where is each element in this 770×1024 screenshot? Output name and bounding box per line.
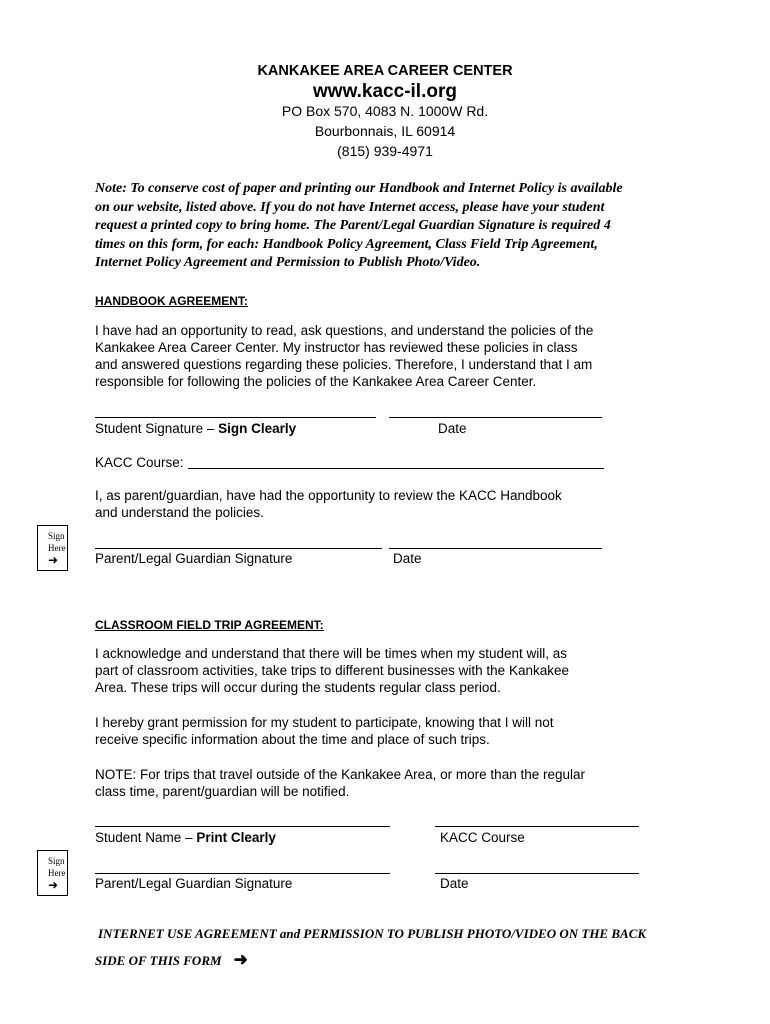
sign-text: Sign (48, 531, 65, 541)
note-line: request a printed copy to bring home. The Parent/Legal Guardian Signature is required 4 (95, 218, 611, 233)
field-trip-date-line[interactable] (435, 873, 639, 874)
field-trip-paragraph-2 (95, 714, 695, 748)
guardian-date-label: Date (393, 551, 422, 566)
phone-number: (815) 939-4971 (337, 143, 433, 159)
text-line: receive specific information about the time and place of such trips. (95, 732, 490, 747)
sign-here-marker (37, 525, 68, 571)
sign-clearly-emphasis: Sign Clearly (218, 421, 297, 436)
text-line: I have had an opportunity to read, ask questions, and understand the policies of the (95, 323, 594, 338)
text-line: responsible for following the policies of the Kankakee Area Career Center. (95, 374, 537, 389)
note-line: on our website, listed above. If you do not have Internet access, please have your student (95, 199, 605, 215)
handbook-date-line[interactable] (389, 417, 602, 418)
text-line: Area. These trips will occur during the students regular class period. (95, 680, 501, 695)
guardian-signature-label: Parent/Legal Guardian Signature (95, 551, 293, 566)
organization-name: KANKAKEE AREA CAREER CENTER (257, 63, 513, 79)
here-text: Here (48, 543, 66, 553)
kacc-course-label: KACC Course: (95, 455, 184, 470)
text-line: I, as parent/guardian, have had the opportunity to review the KACC Handbook (95, 488, 562, 503)
text-line: part of classroom activities, take trips to different businesses with the Kankakee (95, 663, 569, 678)
note-line: times on this form, for each: Handbook Policy Agreement, Class Field Trip Agreement, (95, 236, 598, 252)
arrow-right-icon: ➜ (233, 950, 248, 969)
text-line: NOTE: For trips that travel outside of the Kankakee Area, or more than the regular (95, 767, 585, 782)
handbook-paragraph (95, 322, 695, 390)
address-line-2: Bourbonnais, IL 60914 (314, 123, 456, 139)
student-name-label (95, 830, 276, 845)
student-signature-line[interactable] (95, 417, 376, 418)
student-signature-text: Student Signature – (95, 421, 219, 436)
guardian-date-line[interactable] (389, 548, 602, 549)
footer-line-1: INTERNET USE AGREEMENT and PERMISSION TO PUBLISH PHOTO/VIDEO ON THE BACK (98, 926, 647, 941)
text-line: I acknowledge and understand that there will be times when my student will, as (95, 646, 568, 661)
handbook-heading: HANDBOOK AGREEMENT: (95, 294, 248, 308)
field-trip-guardian-signature-line[interactable] (95, 873, 390, 874)
footer-line-2-wrap (95, 950, 248, 970)
field-trip-course-label: KACC Course (440, 830, 525, 845)
arrow-right-icon: ➜ (48, 553, 59, 567)
guardian-paragraph (95, 487, 695, 521)
text-line: Kankakee Area Career Center. My instructor has reviewed these policies in class (95, 340, 578, 355)
field-trip-paragraph-1 (95, 645, 695, 696)
kacc-course-line[interactable] (188, 468, 604, 469)
student-signature-label (95, 421, 296, 436)
text-line: and answered questions regarding these policies. Therefore, I understand that I am (95, 357, 593, 372)
text-line: I hereby grant permission for my student to participate, knowing that I will not (95, 715, 554, 730)
sign-here-marker (37, 850, 68, 896)
field-trip-date-label: Date (440, 876, 469, 891)
address-line-1: PO Box 570, 4083 N. 1000W Rd. (281, 103, 489, 119)
arrow-right-icon: ➜ (48, 878, 59, 892)
student-name-line[interactable] (95, 826, 390, 827)
field-trip-guardian-signature-label: Parent/Legal Guardian Signature (95, 876, 293, 891)
text-line: class time, parent/guardian will be notified. (95, 784, 350, 799)
text-line: and understand the policies. (95, 505, 264, 520)
here-text: Here (48, 868, 66, 878)
field-trip-course-line[interactable] (435, 826, 639, 827)
sign-text: Sign (48, 856, 65, 866)
note-line: Note: To conserve cost of paper and printing our Handbook and Internet Policy is available (95, 181, 623, 196)
note-line: Internet Policy Agreement and Permission to Publish Photo/Video. (95, 255, 481, 270)
guardian-signature-line[interactable] (95, 548, 382, 549)
website-link[interactable]: www.kacc-il.org (313, 81, 457, 102)
student-name-text: Student Name – (95, 830, 197, 845)
field-trip-paragraph-3 (95, 766, 695, 800)
note-paragraph (95, 180, 735, 273)
footer-line-2: SIDE OF THIS FORM (95, 953, 222, 968)
handbook-date-label: Date (438, 421, 467, 436)
print-clearly-emphasis: Print Clearly (196, 830, 276, 845)
field-trip-heading: CLASSROOM FIELD TRIP AGREEMENT: (95, 618, 324, 632)
